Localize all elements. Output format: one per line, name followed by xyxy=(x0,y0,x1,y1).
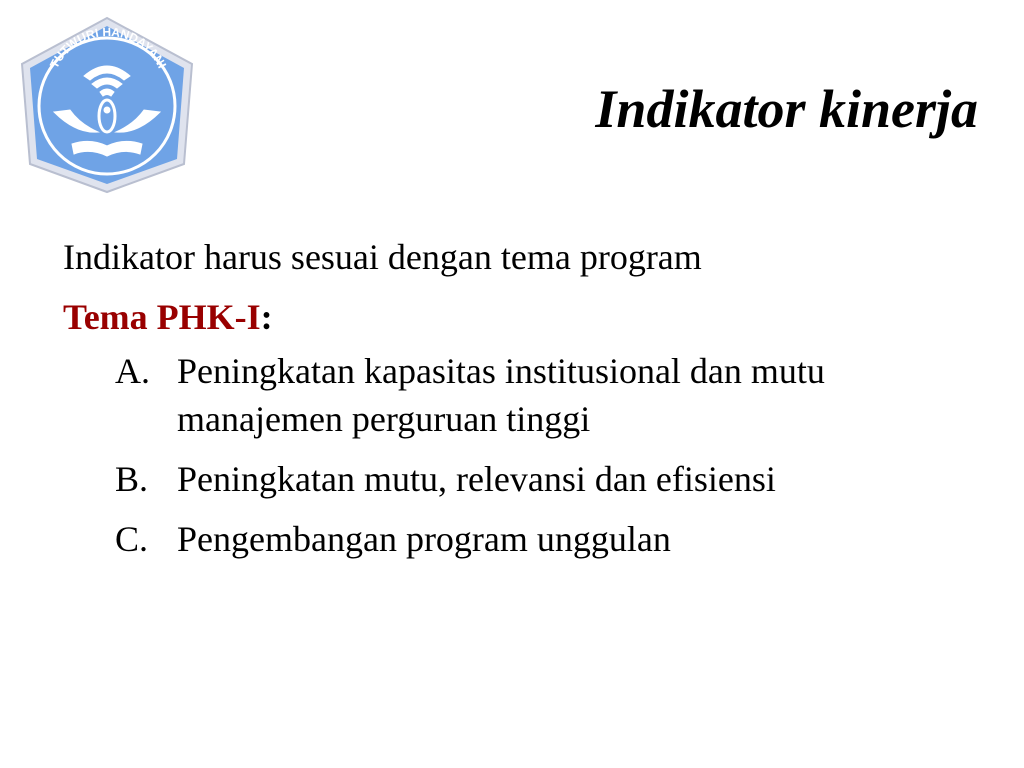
intro-text: Indikator harus sesuai dengan tema program xyxy=(63,237,702,277)
logo-text: TUTWURI HANDAYANI xyxy=(47,24,170,71)
list-item xyxy=(63,515,983,563)
slide-body xyxy=(63,227,983,575)
slide-title: Indikator kinerja xyxy=(595,79,978,139)
list-item xyxy=(63,347,983,443)
theme-list xyxy=(63,347,983,563)
list-marker: B. xyxy=(115,459,149,499)
list-item-text: Peningkatan mutu, relevansi dan efisiensi xyxy=(177,459,776,499)
list-item xyxy=(63,455,983,503)
theme-label: Tema PHK-I xyxy=(63,297,261,337)
tut-wuri-handayani-logo xyxy=(14,14,200,196)
theme-colon: : xyxy=(260,297,273,337)
list-marker: C. xyxy=(115,519,149,559)
list-marker: A. xyxy=(115,351,150,391)
theme-heading xyxy=(63,287,983,347)
list-item-text: Peningkatan kapasitas institusional dan mutu manajemen perguruan tinggi xyxy=(177,351,825,439)
list-item-text: Pengembangan program unggulan xyxy=(177,519,671,559)
